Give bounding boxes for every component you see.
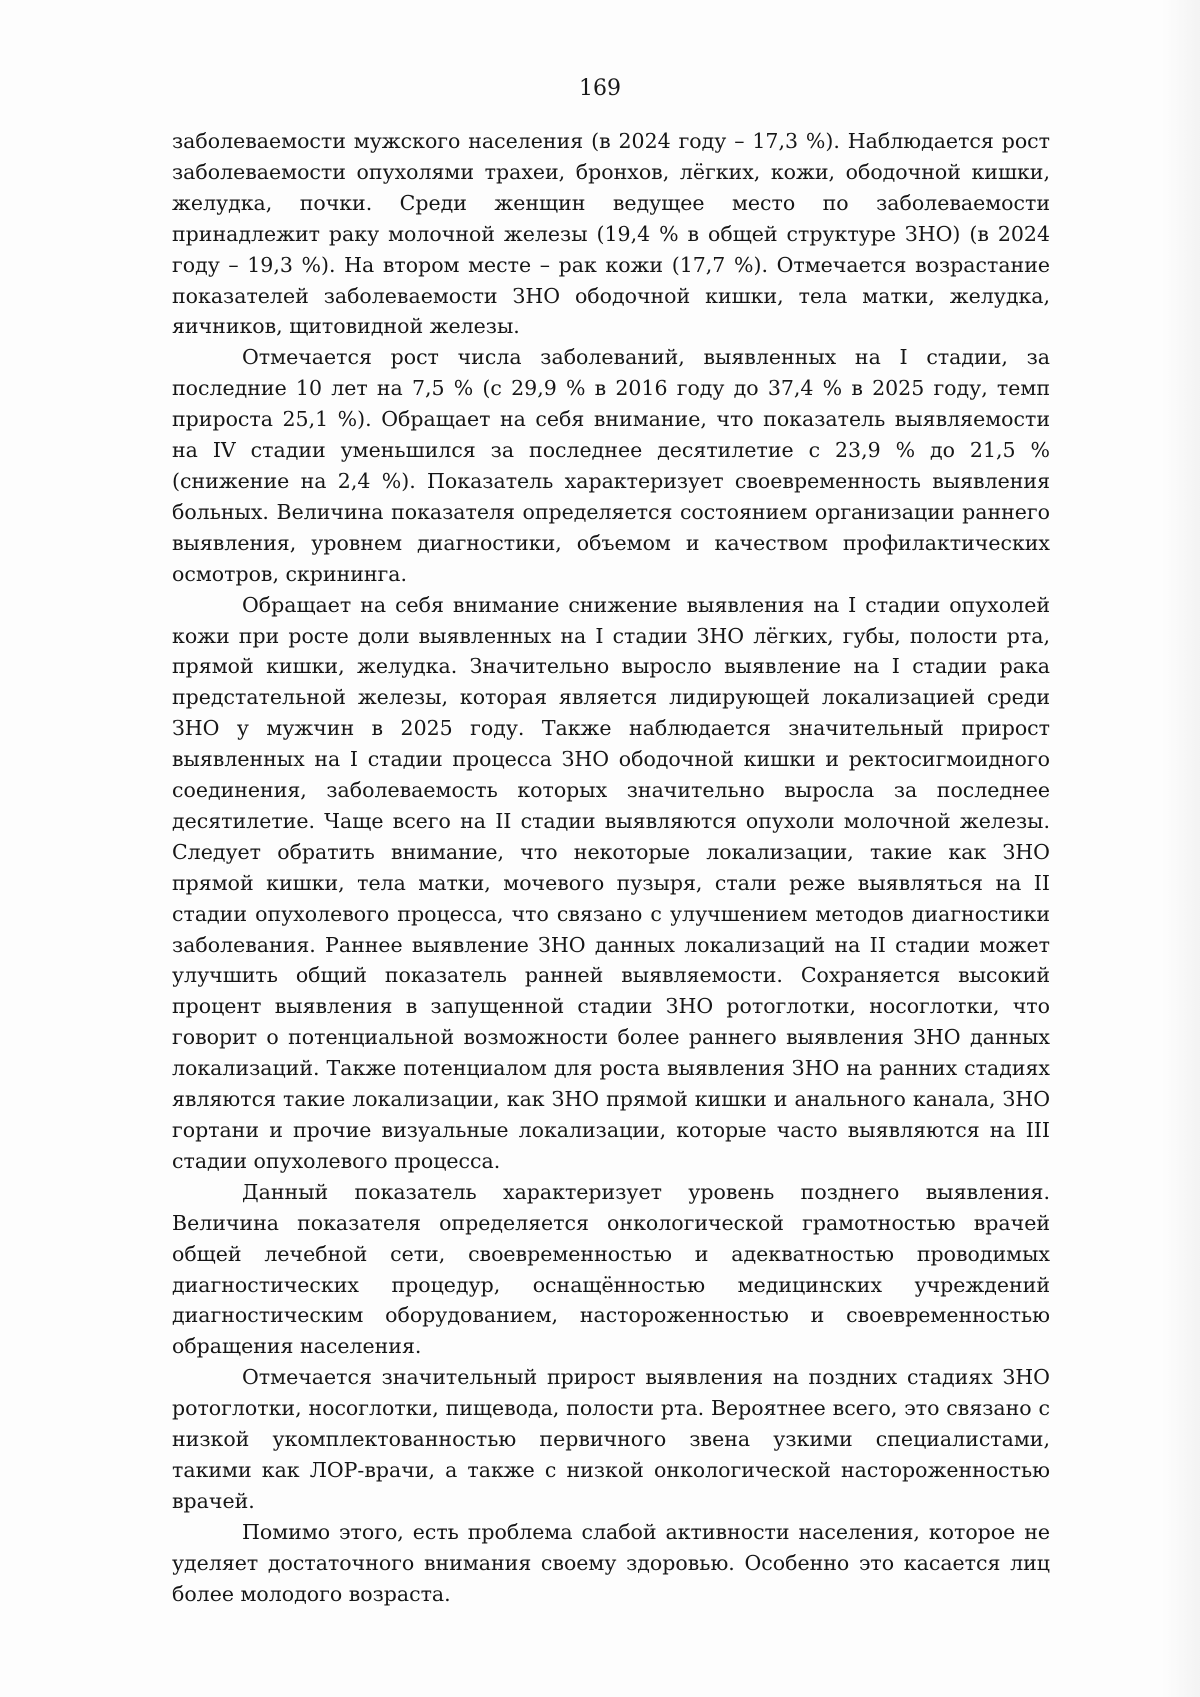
page-number: 169 bbox=[579, 76, 621, 101]
paragraph-1: заболеваемости мужского населения (в 2024 году – 17,3 %). Наблюдается рост заболеваемости опухолями трахеи, бронхов, лёгких, кожи, ободочной кишки, желудка, почки. Среди женщин ведущее место по заболеваемости принадлежит раку молочной железы (19,4 % в общей структуре ЗНО) (в 2024 году – 19,3 %). На втором месте – рак кожи (17,7 %). Отмечается возрастание показателей заболеваемости ЗНО ободочной кишки, тела матки, желудка, яичников, щитовидной железы. bbox=[172, 129, 1050, 339]
paragraph-5: Отмечается значительный прирост выявления на поздних стадиях ЗНО ротоглотки, носоглотки, пищевода, полости рта. Вероятнее всего, это связано с низкой укомплектованностью первичного звена узкими специалистами, такими как ЛОР-врачи, а также с низкой онкологической настороженностью врачей. bbox=[172, 1365, 1050, 1513]
paragraph-3: Обращает на себя внимание снижение выявления на I стадии опухолей кожи при росте доли выявленных на I стадии ЗНО лёгких, губы, полости рта, прямой кишки, желудка. Значительно выросло выявление на I стадии рака предстательной железы, которая является лидирующей локализацией среди ЗНО у мужчин в 2025 году. Также наблюдается значительный прирост выявленных на I стадии процесса ЗНО ободочной кишки и ректосигмоидного соединения, заболеваемость которых значительно выросла за последнее десятилетие. Чаще всего на II стадии выявляются опухоли молочной железы. Следует обратить внимание, что некоторые локализации, такие как ЗНО прямой кишки, тела матки, мочевого пузыря, стали реже выявляться на II стадии опухолевого процесса, что связано с улучшением методов диагностики заболевания. Раннее выявление ЗНО данных локализаций на II стадии может улучшить общий показатель ранней выявляемости. Сохраняется высокий процент выявления в запущенной стадии ЗНО ротоглотки, носоглотки, что говорит о потенциальной возможности более раннего выявления ЗНО данных локализаций. Также потенциалом для роста выявления ЗНО на ранних стадиях являются такие локализации, как ЗНО прямой кишки и анального канала, ЗНО гортани и прочие визуальные локализации, которые часто выявляются на III стадии опухолевого процесса. bbox=[172, 592, 1050, 1173]
paragraph-6: Помимо этого, есть проблема слабой активности населения, которое не уделяет достаточного внимания своему здоровью. Особенно это касается лиц более молодого возраста. bbox=[172, 1519, 1050, 1606]
paragraph-4: Данный показатель характеризует уровень позднего выявления. Величина показателя определяется онкологической грамотностью врачей общей лечебной сети, своевременностью и адекватностью проводимых диагностических процедур, оснащённостью медицинских учреждений диагностическим оборудованием, настороженностью и своевременностью обращения населения. bbox=[172, 1179, 1050, 1359]
paragraph-2: Отмечается рост числа заболеваний, выявленных на I стадии, за последние 10 лет на 7,5 % (с 29,9 % в 2016 году до 37,4 % в 2025 году, темп прироста 25,1 %). Обращает на себя внимание, что показатель выявляемости на IV стадии уменьшился за последнее десятилетие с 23,9 % до 21,5 % (снижение на 2,4 %). Показатель характеризует своевременность выявления больных. Величина показателя определяется состоянием организации раннего выявления, уровнем диагностики, объемом и качеством профилактических осмотров, скрининга. bbox=[172, 345, 1050, 586]
document-body bbox=[172, 126, 1050, 1610]
scan-edge-shading bbox=[1162, 0, 1200, 1697]
